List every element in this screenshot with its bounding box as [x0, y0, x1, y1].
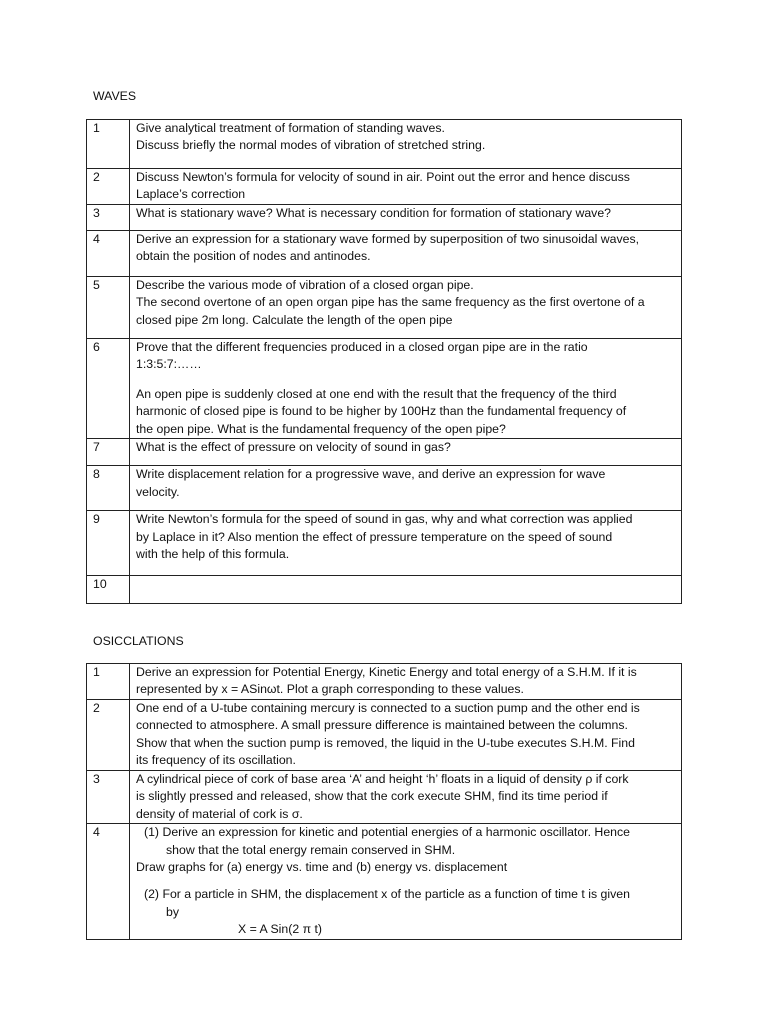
table-row [87, 466, 682, 511]
question-line: velocity. [136, 484, 180, 499]
question-line: by Laplace in it? Also mention the effect of pressure temperature on the speed of sound [136, 529, 613, 544]
table-row [87, 439, 682, 466]
question-line: its frequency of its oscillation. [136, 753, 296, 768]
question-text [130, 204, 682, 230]
table-row [87, 230, 682, 276]
question-text [130, 664, 682, 700]
question-line: Prove that the different frequencies produced in a closed organ pipe are in the ratio [136, 339, 588, 354]
oscillations-heading: OSICCLATIONS [93, 634, 184, 648]
waves-table [86, 119, 682, 604]
question-text [130, 230, 682, 276]
question-text [130, 439, 682, 466]
question-line: connected to atmosphere. A small pressure difference is maintained between the columns. [136, 718, 628, 733]
question-line: show that the total energy remain conserved in SHM. [166, 842, 456, 857]
table-row [87, 120, 682, 169]
question-number: 8 [87, 466, 130, 511]
question-line: Discuss briefly the normal modes of vibration of stretched string. [136, 138, 486, 153]
question-line: Draw graphs for (a) energy vs. time and (b) energy vs. displacement [136, 859, 508, 874]
question-line: (1) Derive an expression for kinetic and potential energies of a harmonic oscillator. Hence [144, 825, 630, 840]
question-line: the open pipe. What is the fundamental frequency of the open pipe? [136, 421, 506, 436]
question-line: Show that when the suction pump is removed, the liquid in the U-tube executes S.H.M. Find [136, 735, 635, 750]
question-number: 6 [87, 338, 130, 438]
question-line: Write displacement relation for a progressive wave, and derive an expression for wave [136, 467, 606, 482]
question-line: Give analytical treatment of formation of standing waves. [136, 121, 445, 135]
table-row [87, 699, 682, 770]
question-number: 3 [87, 770, 130, 823]
question-line: Laplace’s correction [136, 187, 246, 202]
question-line: Discuss Newton’s formula for velocity of sound in air. Point out the error and hence discuss [136, 170, 630, 184]
question-text [130, 169, 682, 205]
question-line: is slightly pressed and released, show that the cork execute SHM, find its time period if [136, 789, 608, 804]
question-text [130, 466, 682, 511]
question-line: harmonic of closed pipe is found to be higher by 100Hz than the fundamental frequency of [136, 404, 627, 419]
question-number: 10 [87, 576, 130, 604]
oscillations-table [86, 663, 682, 940]
question-line: Derive an expression for a stationary wave formed by superposition of two sinusoidal waves, [136, 231, 640, 246]
question-text [130, 338, 682, 438]
waves-heading: WAVES [93, 89, 137, 103]
table-row [87, 276, 682, 338]
question-text [130, 824, 682, 940]
question-text [130, 576, 682, 604]
question-number: 4 [87, 230, 130, 276]
question-line: represented by x = ASinωt. Plot a graph corresponding to these values. [136, 682, 524, 697]
formula: X = A Sin(2 π t) [238, 922, 323, 937]
question-text [130, 511, 682, 576]
question-number: 1 [87, 664, 130, 700]
question-number: 7 [87, 439, 130, 466]
question-line: with the help of this formula. [136, 547, 290, 562]
question-number: 3 [87, 204, 130, 230]
question-number: 5 [87, 276, 130, 338]
question-text [130, 699, 682, 770]
table-row [87, 338, 682, 438]
table-row [87, 576, 682, 604]
question-number: 2 [87, 169, 130, 205]
table-row [87, 204, 682, 230]
question-text [130, 276, 682, 338]
question-line: One end of a U-tube containing mercury is connected to a suction pump and the other end is [136, 700, 640, 715]
table-row [87, 824, 682, 940]
question-line: closed pipe 2m long. Calculate the length of the open pipe [136, 312, 453, 327]
question-line: An open pipe is suddenly closed at one end with the result that the frequency of the third [136, 386, 617, 401]
table-row [87, 511, 682, 576]
question-line: 1:3:5:7:…… [136, 357, 202, 372]
paragraph-gap [136, 374, 677, 386]
question-line: What is the effect of pressure on velocity of sound in gas? [136, 440, 451, 455]
question-number: 1 [87, 120, 130, 169]
question-number: 9 [87, 511, 130, 576]
question-line: density of material of cork is σ. [136, 806, 303, 821]
question-line: Write Newton’s formula for the speed of sound in gas, why and what correction was applied [136, 512, 633, 527]
question-line: (2) For a particle in SHM, the displacement x of the particle as a function of time t is given [144, 887, 630, 902]
question-line: Derive an expression for Potential Energy, Kinetic Energy and total energy of a S.H.M. If it is [136, 665, 637, 679]
question-line: The second overtone of an open organ pipe has the same frequency as the first overtone of a [136, 295, 645, 310]
question-text [130, 770, 682, 823]
table-row [87, 770, 682, 823]
table-row [87, 169, 682, 205]
table-row [87, 664, 682, 700]
paragraph-gap [136, 876, 677, 886]
question-line: A cylindrical piece of cork of base area ‘A’ and height ‘h’ floats in a liquid of density ρ if cork [136, 771, 629, 786]
question-number: 2 [87, 699, 130, 770]
question-text [130, 120, 682, 169]
question-number: 4 [87, 824, 130, 940]
question-line: obtain the position of nodes and antinodes. [136, 249, 371, 264]
question-line: by [166, 904, 179, 919]
question-line: Describe the various mode of vibration of a closed organ pipe. [136, 277, 474, 292]
question-line: What is stationary wave? What is necessary condition for formation of stationary wave? [136, 205, 612, 220]
